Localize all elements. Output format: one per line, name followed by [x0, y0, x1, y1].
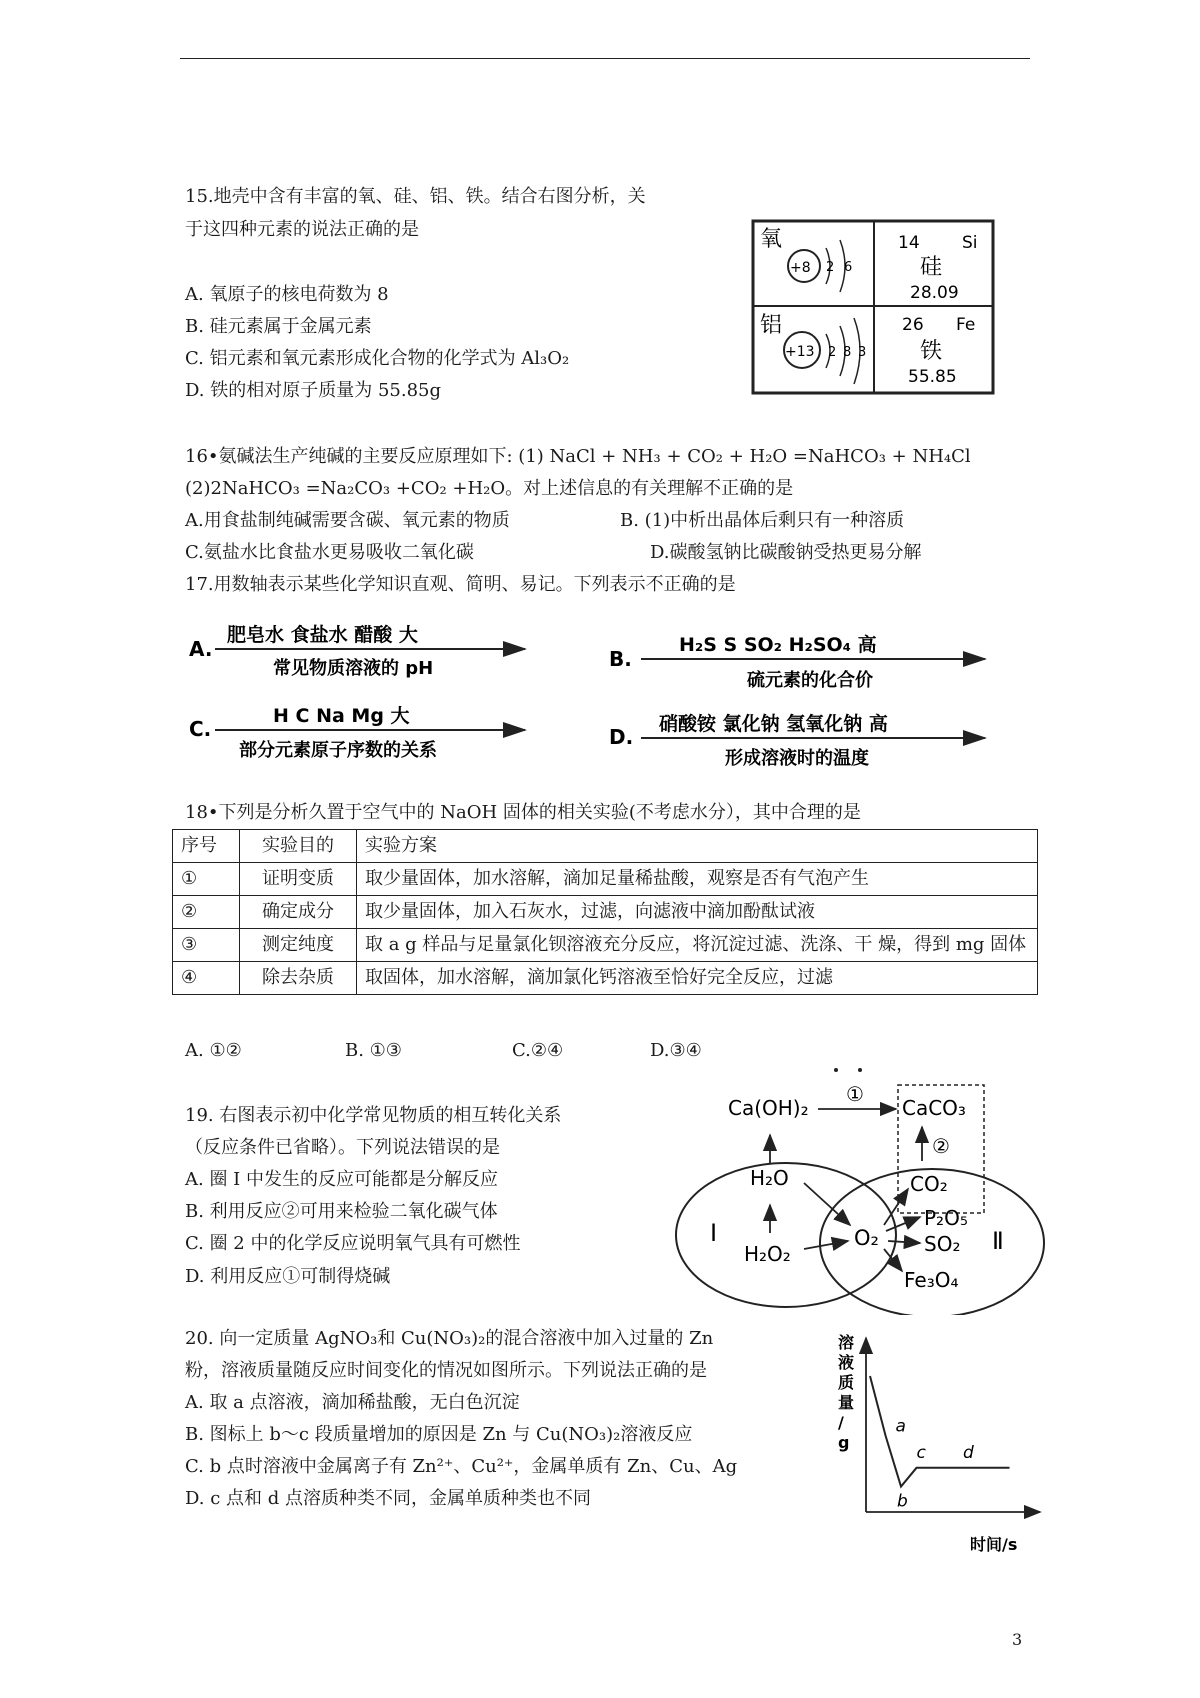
q16-stem-line1: 16•氨碱法生产纯碱的主要反应原理如下: (1) NaCl + NH₃ + CO₂ + H₂O =NaHCO₃ + NH₄Cl — [185, 446, 971, 467]
co2-label: CO₂ — [910, 1172, 948, 1196]
axis-d-caption: 形成溶液时的温度 — [725, 748, 869, 768]
silicon-mass: 28.09 — [910, 283, 959, 303]
oxygen-shell-1: 2 — [826, 260, 835, 275]
q19-transformation-diagram — [670, 1065, 1050, 1315]
chart-x-label: 时间/s — [970, 1535, 1018, 1554]
axis-d-items: 硝酸铵 氯化钠 氢氧化钠 高 — [659, 713, 888, 735]
table-row — [173, 962, 1038, 995]
q15-option-d: D. 铁的相对原子质量为 55.85g — [185, 380, 442, 401]
iron-mass: 55.85 — [908, 367, 957, 387]
axis-a-letter: A. — [189, 637, 213, 661]
q18-experiment-table — [172, 829, 1038, 995]
row-plan: 取固体，加水溶解，滴加氯化钙溶液至恰好完全反应，过滤 — [357, 962, 1038, 995]
caco3-label: CaCO₃ — [902, 1096, 966, 1120]
q16-option-b: B. (1)中析出晶体后剩只有一种溶质 — [620, 510, 905, 531]
axis-b-items: H₂S S SO₂ H₂SO₄ 高 — [679, 634, 877, 656]
fe3o4-label: Fe₃O₄ — [904, 1268, 959, 1292]
chart-point-label-c: c — [916, 1442, 926, 1463]
row-purpose: 测定纯度 — [240, 929, 357, 962]
q19-stem-line1: 19. 右图表示初中化学常见物质的相互转化关系 — [185, 1105, 562, 1126]
q20-option-a: A. 取 a 点溶液，滴加稀盐酸，无白色沉淀 — [185, 1392, 520, 1413]
ring-i-label: I — [710, 1219, 718, 1247]
header-purpose: 实验目的 — [240, 830, 357, 863]
axis-c-items: H C Na Mg 大 — [273, 705, 410, 727]
q19-option-c: C. 圈 2 中的化学反应说明氧气具有可燃性 — [185, 1233, 521, 1254]
aluminium-nucleus-charge: +13 — [785, 344, 815, 360]
q20-stem-line1: 20. 向一定质量 AgNO₃和 Cu(NO₃)₂的混合溶液中加入过量的 Zn — [185, 1328, 714, 1349]
reaction-2-label: ② — [932, 1134, 950, 1158]
row-plan: 取少量固体，加入石灰水，过滤，向滤液中滴加酚酞试液 — [357, 896, 1038, 929]
q20-option-b: B. 图标上 b～c 段质量增加的原因是 Zn 与 Cu(NO₃)₂溶液反应 — [185, 1424, 693, 1445]
chart-point-label-a: a — [895, 1416, 906, 1437]
table-row — [173, 929, 1038, 962]
oxygen-nucleus-charge: +8 — [790, 260, 811, 276]
aluminium-label: 铝 — [760, 313, 783, 338]
q20-mass-time-chart — [810, 1330, 1050, 1560]
p2o5-label: P₂O₅ — [924, 1206, 968, 1230]
axis-c-letter: C. — [189, 717, 212, 741]
q16-option-d: D.碳酸氢钠比碳酸钠受热更易分解 — [650, 542, 922, 563]
header-number: 序号 — [173, 830, 240, 863]
q17-number-axes — [185, 618, 1065, 768]
row-plan: 取少量固体，加水溶解，滴加足量稀盐酸，观察是否有气泡产生 — [357, 863, 1038, 896]
q19-option-a: A. 圈 I 中发生的反应可能都是分解反应 — [185, 1169, 498, 1190]
table-row — [173, 896, 1038, 929]
iron-number: 26 — [902, 315, 924, 335]
chart-point-label-d: d — [963, 1442, 974, 1463]
row-number: ④ — [173, 962, 240, 995]
q15-option-c: C. 铝元素和氧元素形成化合物的化学式为 Al₃O₂ — [185, 348, 570, 369]
q15-stem-line1: 15.地壳中含有丰富的氧、硅、铝、铁。结合右图分析，关 — [185, 186, 646, 207]
chart-series-line — [870, 1376, 1010, 1487]
caoh2-label: Ca(OH)₂ — [728, 1096, 809, 1120]
chart-point-label-b: b — [897, 1491, 908, 1512]
q17-stem: 17.用数轴表示某些化学知识直观、简明、易记。下列表示不正确的是 — [185, 574, 736, 595]
q18-option-c: C.②④ — [512, 1040, 564, 1061]
row-plan: 取 a g 样品与足量氯化钡溶液充分反应，将沉淀过滤、洗涤、干 燥，得到 mg 固体 — [357, 929, 1038, 962]
h2o2-label: H₂O₂ — [744, 1242, 791, 1266]
axis-b-caption: 硫元素的化合价 — [747, 670, 873, 691]
q18-option-a: A. ①② — [185, 1040, 242, 1061]
q19-stem-line2: （反应条件已省略）。下列说法错误的是 — [185, 1137, 500, 1158]
oxygen-shell-2: 6 — [844, 260, 853, 275]
q20-stem-line2: 粉，溶液质量随反应时间变化的情况如图所示。下列说法正确的是 — [185, 1360, 707, 1381]
q18-option-d: D.③④ — [650, 1040, 702, 1061]
row-purpose: 确定成分 — [240, 896, 357, 929]
o2-label: O₂ — [854, 1226, 879, 1250]
q16-stem-line2: (2)2NaHCO₃ =Na₂CO₃ +CO₂ +H₂O。对上述信息的有关理解不正确的是 — [185, 478, 794, 499]
axis-d-letter: D. — [609, 725, 634, 749]
table-header-row — [173, 830, 1038, 863]
q15-option-b: B. 硅元素属于金属元素 — [185, 316, 372, 337]
iron-symbol: Fe — [956, 315, 976, 335]
silicon-number: 14 — [898, 233, 920, 253]
table-row — [173, 863, 1038, 896]
so2-label: SO₂ — [924, 1232, 961, 1256]
q15-option-a: A. 氧原子的核电荷数为 8 — [185, 284, 389, 305]
q18-stem: 18•下列是分析久置于空气中的 NaOH 固体的相关实验(不考虑水分），其中合理的是 — [185, 802, 861, 823]
aluminium-shell-2: 8 — [843, 345, 852, 360]
header-plan: 实验方案 — [357, 830, 1038, 863]
row-number: ① — [173, 863, 240, 896]
aluminium-shell-3: 3 — [858, 345, 867, 360]
axis-b-letter: B. — [609, 647, 632, 671]
chart-y-label: 溶液质量/ g — [838, 1333, 855, 1452]
ring-ii-label: Ⅱ — [992, 1227, 1004, 1255]
reaction-1-label: ① — [846, 1082, 864, 1106]
q20-option-d: D. c 点和 d 点溶质种类不同，金属单质种类也不同 — [185, 1488, 591, 1509]
h2o-label: H₂O — [750, 1166, 789, 1190]
iron-name: 铁 — [920, 339, 943, 364]
header-rule — [180, 58, 1030, 59]
q18-option-b: B. ①③ — [345, 1040, 402, 1061]
row-purpose: 除去杂质 — [240, 962, 357, 995]
axis-a-items: 肥皂水 食盐水 醋酸 大 — [227, 624, 418, 646]
oxygen-label: 氧 — [760, 227, 783, 252]
silicon-symbol: Si — [962, 233, 978, 253]
q16-option-a: A.用食盐制纯碱需要含碳、氧元素的物质 — [185, 510, 510, 531]
q20-option-c: C. b 点时溶液中金属离子有 Zn²⁺、Cu²⁺，金属单质有 Zn、Cu、Ag — [185, 1456, 738, 1477]
page-number: 3 — [1012, 1630, 1023, 1649]
aluminium-shell-1: 2 — [828, 345, 837, 360]
q15-element-figure — [750, 218, 1000, 398]
row-number: ② — [173, 896, 240, 929]
row-number: ③ — [173, 929, 240, 962]
q19-option-d: D. 利用反应①可制得烧碱 — [185, 1266, 391, 1287]
q16-option-c: C.氨盐水比食盐水更易吸收二氧化碳 — [185, 542, 474, 563]
q19-option-b: B. 利用反应②可用来检验二氧化碳气体 — [185, 1201, 498, 1222]
q15-stem-line2: 于这四种元素的说法正确的是 — [185, 219, 419, 240]
silicon-name: 硅 — [920, 255, 943, 280]
axis-c-caption: 部分元素原子序数的关系 — [239, 740, 437, 761]
axis-a-caption: 常见物质溶液的 pH — [273, 658, 434, 679]
row-purpose: 证明变质 — [240, 863, 357, 896]
